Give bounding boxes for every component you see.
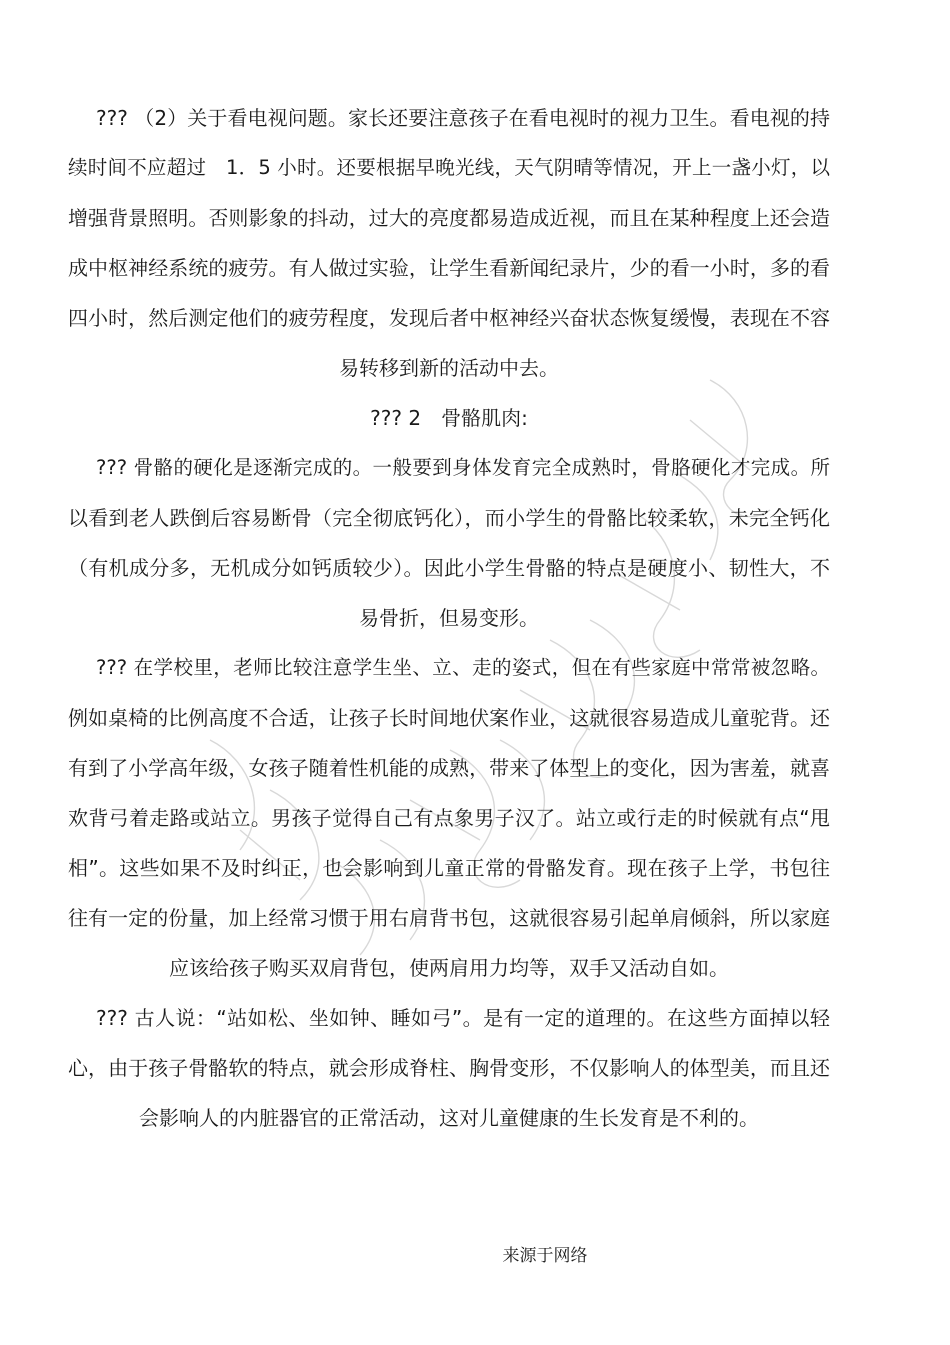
paragraph-end-line: 易骨折，但易变形。 — [359, 606, 539, 630]
body-line: 四小时，然后测定他们的疲劳程度，发现后者中枢神经兴奋状态恢复缓慢，表现在不容 — [68, 306, 830, 330]
paragraph-end-line: 会影响人的内脏器官的正常活动，这对儿童健康的生长发育是不利的。 — [139, 1106, 759, 1130]
body-line: （有机成分多，无机成分如钙质较少）。因此小学生骨骼的特点是硬度小、韧性大，不 — [68, 556, 830, 580]
body-line: 增强背景照明。否则影象的抖动，过大的亮度都易造成近视，而且在某种程度上还会造 — [68, 206, 830, 230]
paragraph-end-line: 应该给孩子购买双肩背包，使两肩用力均等，双手又活动自如。 — [169, 956, 729, 980]
body-line: ??? 在学校里，老师比较注意学生坐、立、走的姿式，但在有些家庭中常常被忽略。 — [96, 656, 830, 679]
body-line: 相”。这些如果不及时纠正，也会影响到儿童正常的骨骼发育。现在孩子上学，书包往 — [68, 856, 830, 880]
body-line: ??? 古人说：“站如松、坐如钟、睡如弓”。是有一定的道理的。在这些方面掉以轻 — [96, 1006, 830, 1030]
section-heading: ??? 2 骨骼肌肉: — [370, 406, 528, 430]
body-line: 往有一定的份量，加上经常习惯于用右肩背书包，这就很容易引起单肩倾斜，所以家庭 — [68, 906, 830, 930]
body-line: 成中枢神经系统的疲劳。有人做过实验，让学生看新闻纪录片，少的看一小时，多的看 — [68, 256, 830, 280]
body-line: 有到了小学高年级，女孩子随着性机能的成熟，带来了体型上的变化，因为害羞，就喜 — [68, 756, 830, 780]
source-footer: 来源于网络 — [502, 1246, 588, 1266]
body-line: 以看到老人跌倒后容易断骨（完全彻底钙化），而小学生的骨骼比较柔软，未完全钙化 — [68, 506, 830, 530]
body-line: 欢背弓着走路或站立。男孩子觉得自己有点象男子汉了。站立或行走的时候就有点“甩 — [68, 806, 830, 830]
paragraph-end-line: 易转移到新的活动中去。 — [339, 356, 559, 380]
body-line: 例如桌椅的比例高度不合适，让孩子长时间地伏案作业，这就很容易造成儿童驼背。还 — [68, 706, 830, 730]
body-line: 心，由于孩子骨骼软的特点，就会形成脊柱、胸骨变形，不仅影响人的体型美，而且还 — [68, 1056, 830, 1080]
body-line: 续时间不应超过 1．5 小时。还要根据早晚光线，天气阴晴等情况，开上一盏小灯，以 — [68, 156, 830, 179]
body-line: ??? 骨骼的硬化是逐渐完成的。一般要到身体发育完全成熟时，骨胳硬化才完成。所 — [96, 456, 830, 479]
body-line: ??? （2）关于看电视问题。家长还要注意孩子在看电视时的视力卫生。看电视的持 — [96, 106, 830, 130]
